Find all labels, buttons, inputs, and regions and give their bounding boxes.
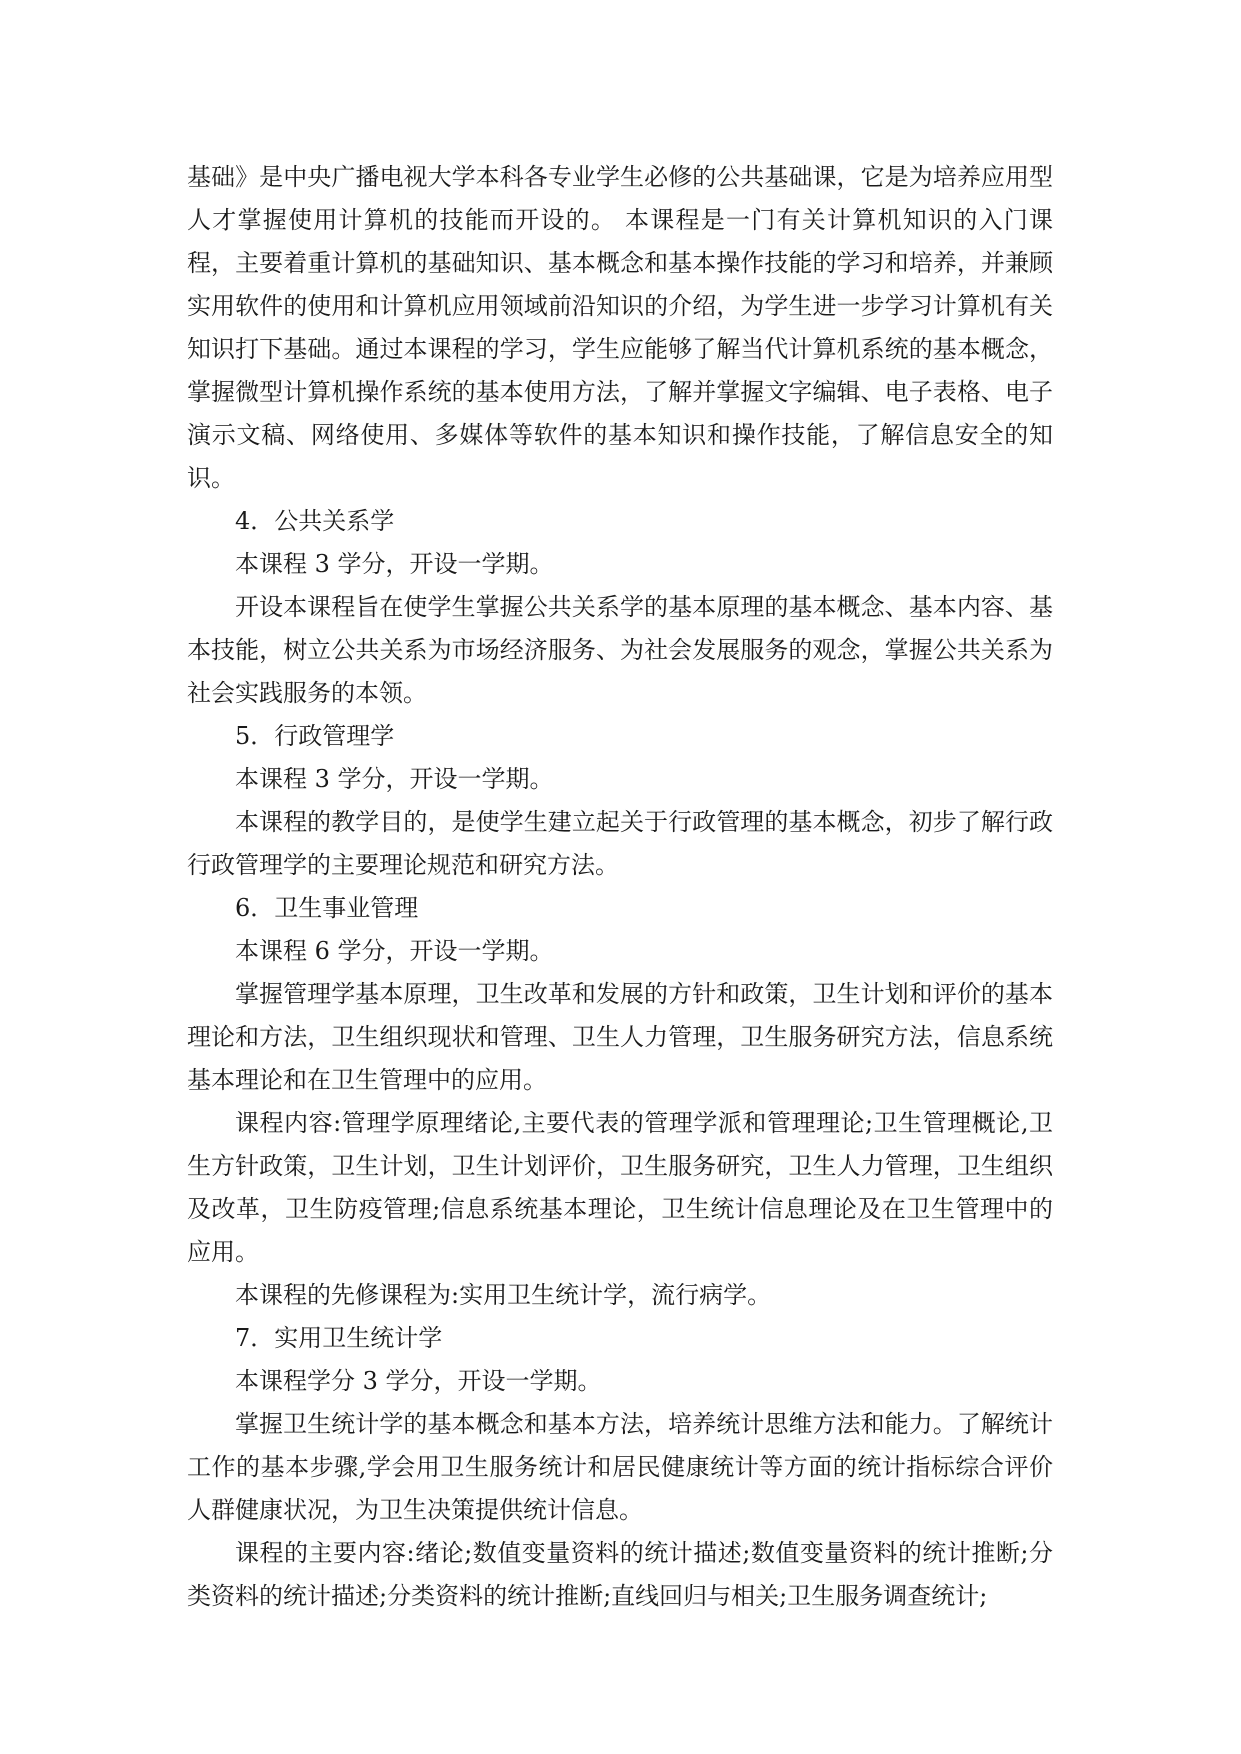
- heading-public-relations: 4．公共关系学: [235, 507, 395, 535]
- paragraph-pr-credits: 本课程 3 学分，开设一学期。: [235, 550, 554, 578]
- paragraph-stats-content: 课程的主要内容:绪论;数值变量资料的统计描述;数值变量资料的统计推断;分类资料的统计描述;分类资料的统计推断;直线回归与相关;卫生服务调查统计;: [187, 1539, 1053, 1610]
- paragraph-admin-credits: 本课程 3 学分，开设一学期。: [235, 765, 554, 793]
- paragraph-health-mgmt-content: 课程内容:管理学原理绪论,主要代表的管理学派和管理理论;卫生管理概论,卫生方针政策，卫生计划，卫生计划评价，卫生服务研究，卫生人力管理，卫生组织及改革，卫生防疫管理;信息系统基本理论，卫生统计信息理论及在卫生管理中的应用。: [187, 1109, 1053, 1266]
- heading-health-statistics: 7．实用卫生统计学: [235, 1324, 443, 1352]
- paragraph-health-mgmt-credits: 本课程 6 学分，开设一学期。: [235, 937, 554, 965]
- heading-health-management: 6．卫生事业管理: [235, 894, 419, 922]
- paragraph-stats-goals: 掌握卫生统计学的基本概念和基本方法，培养统计思维方法和能力。了解统计工作的基本步骤,学会用卫生服务统计和居民健康统计等方面的统计指标综合评价人群健康状况，为卫生决策提供统计信息。: [187, 1410, 1053, 1524]
- paragraph-computer-basics-intro: 基础》是中央广播电视大学本科各专业学生必修的公共基础课，它是为培养应用型人才掌握使用计算机的技能而开设的。 本课程是一门有关计算机知识的入门课程，主要着重计算机的基础知识、基本概念和基本操作技能的学习和培养，并兼顾实用软件的使用和计算机应用领域前沿知识的介绍，为学生进一步学习计算机有关知识打下基础。通过本课程的学习，学生应能够了解当代计算机系统的基本概念，掌握微型计算机操作系统的基本使用方法，了解并掌握文字编辑、电子表格、电子演示文稿、网络使用、多媒体等软件的基本知识和操作技能，了解信息安全的知识。: [187, 163, 1053, 492]
- paragraph-health-mgmt-prerequisites: 本课程的先修课程为:实用卫生统计学，流行病学。: [235, 1281, 772, 1309]
- paragraph-pr-description: 开设本课程旨在使学生掌握公共关系学的基本原理的基本概念、基本内容、基本技能，树立公共关系为市场经济服务、为社会发展服务的观念，掌握公共关系为社会实践服务的本领。: [187, 593, 1053, 707]
- document-page: [187, 156, 1053, 1618]
- heading-administrative-management: 5．行政管理学: [235, 722, 395, 750]
- paragraph-health-mgmt-goals: 掌握管理学基本原理，卫生改革和发展的方针和政策，卫生计划和评价的基本理论和方法，卫生组织现状和管理、卫生人力管理，卫生服务研究方法，信息系统基本理论和在卫生管理中的应用。: [187, 980, 1053, 1094]
- paragraph-admin-description: 本课程的教学目的，是使学生建立起关于行政管理的基本概念，初步了解行政行政管理学的主要理论规范和研究方法。: [187, 808, 1053, 879]
- paragraph-stats-credits: 本课程学分 3 学分，开设一学期。: [235, 1367, 602, 1395]
